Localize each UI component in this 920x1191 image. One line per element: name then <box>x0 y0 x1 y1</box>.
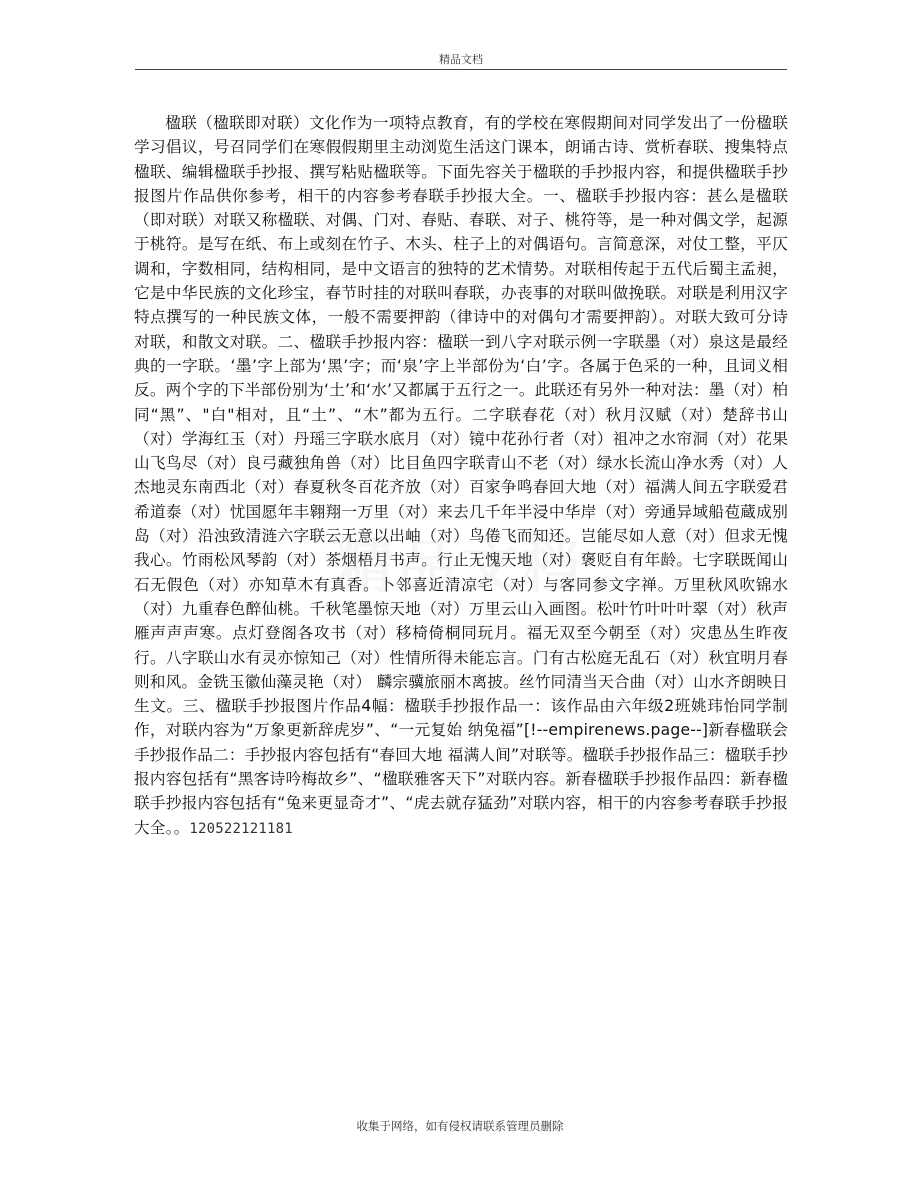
article-body <box>134 111 788 841</box>
page-footer: 收集于网络，如有侵权请联系管理员删除 <box>356 1119 564 1133</box>
article-paragraph: 楹联（楹联即对联）文化作为一项特点教育，有的学校在寒假期间对同学发出了一份楹联学习倡议，号召同学们在寒假假期里主动浏览生活这门课本，朗诵古诗、赏析春联、搜集特点楹联、编辑楹联手抄报、撰写粘贴楹联等。下面先容关于楹联的手抄报内容，和提供楹联手抄报图片作品供你参考，相干的内容参考春联手抄报大全。一、楹联手抄报内容：甚么是楹联（即对联）对联又称楹联、对偶、门对、春贴、春联、对子、桃符等，是一种对偶文学，起源于桃符。是写在纸、布上或刻在竹子、木头、柱子上的对偶语句。言简意深，对仗工整，平仄调和，字数相同，结构相同，是中文语言的独特的艺术情势。对联相传起于五代后蜀主孟昶，它是中华民族的文化珍宝，春节时挂的对联叫春联，办丧事的对联叫做挽联。对联是利用汉字特点撰写的一种民族文体，一般不需要押韵（律诗中的对偶句才需要押韵）。对联大致可分诗对联，和散文对联。二、楹联手抄报内容：楹联一到八字对联示例一字联墨（对）泉这是最经典的一字联。‘墨’字上部为‘黑’字；而‘泉’字上半部份为‘白’字。各属于色采的一种，且词义相反。两个字的下半部份别为‘土’和‘水’又都属于五行之一。此联还有另外一种对法：墨（对）柏同“黑”、"白"相对，且“土”、“木”都为五行。二字联春花（对）秋月汉赋（对）楚辞书山（对）学海红玉（对）丹瑶三字联水底月（对）镜中花孙行者（对）祖冲之水帘洞（对）花果山飞鸟尽（对）良弓藏独角兽（对）比目鱼四字联青山不老（对）绿水长流山净水秀（对）人杰地灵东南西北（对）春夏秋冬百花齐放（对）百家争鸣春回大地（对）福满人间五字联爱君希道泰（对）忧国愿年丰翱翔一万里（对）来去几千年半浸中华岸（对）旁通异域船苞蔵成别岛（对）沿浊致清涟六字联云无意以出岫（对）鸟倦飞而知还。岂能尽如人意（对）但求无愧我心。竹雨松风琴韵（对）茶烟梧月书声。行止无愧天地（对）褒贬自有年龄。七字联既闻山石无假色（对）亦知草木有真香。卜邻喜近清凉宅（对）与客同参文字禅。万里秋风吹锦水（对）九重春色醉仙桃。千秋笔墨惊天地（对）万里云山入画图。松叶竹叶叶叶翠（对）秋声雁声声声寒。点灯登阁各攻书（对）移椅倚桐同玩月。福无双至今朝至（对）灾患丛生昨夜行。八字联山水有灵亦惊知己（对）性情所得未能忘言。门有古松庭无乱石（对）秋宜明月春则和风。金铣玉徽仙藻灵艳（对） 麟宗骥旅丽木离披。丝竹同清当天合曲（对）山水齐朗映日生文。三、楹联手抄报图片作品4幅：楹联手抄报作品一：该作品由六年级2班姚玮怡同学制作，对联内容为“万象更新辞虎岁”、“一元复始 纳兔福”[!--empirenews.page--]新春楹联会手抄报作品二：手抄报内容包括有“春回大地 福满人间”对联等。楹联手抄报作品三：楹联手抄报内容包括有“黑客诗吟梅故乡”、“楹联雅客天下”对联内容。新春楹联手抄报作品四：新春楹联手抄报内容包括有“兔来更显奇才”、“虎去就存猛劲”对联内容，相干的内容参考春联手抄报大全。。 <box>134 114 788 837</box>
page-header: 精品文档 <box>135 52 787 70</box>
document-code: 120522121181 <box>189 820 293 837</box>
